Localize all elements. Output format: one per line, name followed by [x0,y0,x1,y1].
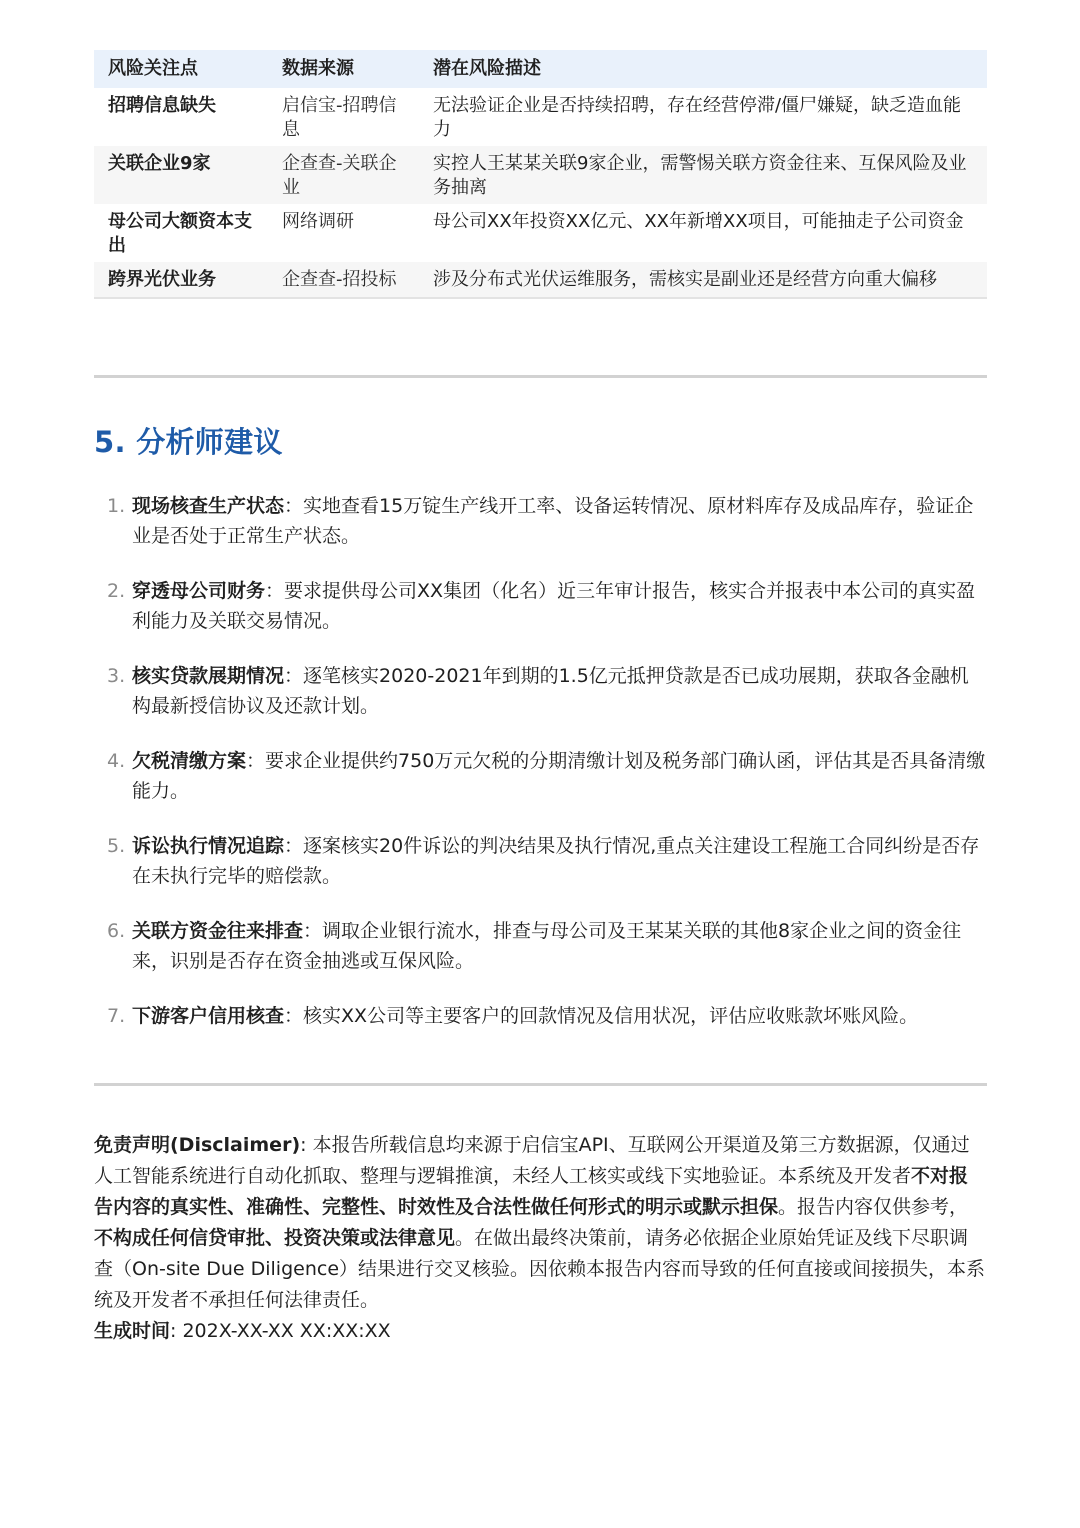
table-row [94,146,987,204]
list-item-title: 欠税清缴方案 [132,750,247,772]
list-item-colon: ： [284,835,304,857]
risk-description-cell: 无法验证企业是否持续招聘，存在经营停滞/僵尸嫌疑，缺乏造血能力 [419,88,987,146]
disclaimer-text-1: 本报告所载信息均来源于启信宝API、互联网公开渠道及第三方数据源，仅通过人工智能系统进行自动化抓取、整理与逻辑推演，未经人工核实或线下实地验证。本系统及开发者 [94,1134,970,1187]
list-item [94,746,987,806]
generated-time-label: 生成时间 [94,1320,171,1342]
table-row [94,262,987,298]
list-item-number: 7. [107,1005,126,1027]
list-item-text: 要求提供母公司XX集团（化名）近三年审计报告，核实合并报表中本公司的真实盈利能力及关联交易情况。 [132,580,976,632]
section-title: 5. 分析师建议 [94,425,283,459]
section-divider [94,375,987,378]
disclaimer-text-3: 。在做出最终决策前，请务必依据企业原始凭证及线下尽职调查（On-site Due Diligence）结果进行交叉核验。因依赖本报告内容而导致的任何直接或间接损失，本系统及开发者不承担任何法律责任。 [94,1227,986,1311]
risk-point-cell: 母公司大额资本支出 [94,204,268,262]
list-item-text: 逐案核实20件诉讼的判决结果及执行情况,重点关注建设工程施工合同纠纷是否存在未执行完毕的赔偿款。 [132,835,980,887]
disclaimer-colon: : [300,1134,313,1156]
generated-time-colon: : [170,1320,183,1342]
table-row [94,88,987,146]
data-source-cell: 企查查-关联企业 [268,146,419,204]
list-item-number: 3. [107,665,126,687]
list-item-title: 关联方资金往来排查 [132,920,304,942]
list-item-title: 核实贷款展期情况 [132,665,285,687]
list-item-title: 下游客户信用核查 [132,1005,285,1027]
risk-description-cell: 涉及分布式光伏运维服务，需核实是副业还是经营方向重大偏移 [419,262,987,298]
risk-table-header [94,50,987,88]
risk-point-cell: 招聘信息缺失 [94,88,268,146]
list-item-text: 实地查看15万锭生产线开工率、设备运转情况、原材料库存及成品库存，验证企业是否处于正常生产状态。 [132,495,974,547]
list-item-colon: ： [284,1005,304,1027]
list-item-colon: ： [265,580,285,602]
table-row [94,204,987,262]
list-item-text: 调取企业银行流水，排查与母公司及王某某关联的其他8家企业之间的资金往来，识别是否存在资金抽逃或互保风险。 [132,920,962,972]
list-item-number: 2. [107,580,126,602]
list-item-title: 穿透母公司财务 [132,580,266,602]
list-item-title: 现场核查生产状态 [132,495,285,517]
data-source-cell: 网络调研 [268,204,419,262]
list-item-colon: ： [284,495,304,517]
data-source-cell: 启信宝-招聘信息 [268,88,419,146]
header-risk-description: 潜在风险描述 [419,50,987,88]
list-item [94,661,987,721]
risk-table [94,50,987,299]
risk-point-cell: 跨界光伏业务 [94,262,268,298]
list-item [94,576,987,636]
disclaimer-bold-1: 不对报告内容的真实性、准确性、完整性、时效性及合法性做任何形式的明示或默示担保 [94,1165,969,1218]
list-item-title: 诉讼执行情况追踪 [132,835,285,857]
report-page [94,50,987,1342]
list-item-number: 5. [107,835,126,857]
disclaimer-text-2: 。报告内容仅供参考， [778,1196,969,1218]
list-item-colon: ： [284,665,304,687]
disclaimer-label: 免责声明(Disclaimer) [94,1134,301,1156]
suggestion-list [94,491,987,1056]
disclaimer-paragraph [94,1130,987,1316]
header-data-source: 数据来源 [268,50,419,88]
generated-time-value: 202X-XX-XX XX:XX:XX [182,1320,391,1342]
list-item [94,491,987,551]
section-divider [94,1083,987,1086]
list-item-text: 逐笔核实2020-2021年到期的1.5亿元抵押贷款是否已成功展期，获取各金融机构最新授信协议及还款计划。 [132,665,969,717]
list-item-number: 4. [107,750,126,772]
list-item-colon: ： [246,750,266,772]
list-item [94,916,987,976]
list-item [94,1001,987,1031]
disclaimer-bold-2: 不构成任何信贷审批、投资决策或法律意见 [94,1227,456,1249]
list-item-number: 1. [107,495,126,517]
risk-description-cell: 实控人王某某关联9家企业，需警惕关联方资金往来、互保风险及业务抽离 [419,146,987,204]
list-item-text: 要求企业提供约750万元欠税的分期清缴计划及税务部门确认函，评估其是否具备清缴能力。 [132,750,986,802]
generated-time [94,1316,987,1347]
list-item-number: 6. [107,920,126,942]
header-risk-point: 风险关注点 [94,50,268,88]
list-item-text: 核实XX公司等主要客户的回款情况及信用状况，评估应收账款坏账风险。 [303,1005,919,1027]
list-item-colon: ： [303,920,323,942]
risk-point-cell: 关联企业9家 [94,146,268,204]
disclaimer [94,1130,987,1347]
risk-description-cell: 母公司XX年投资XX亿元、XX年新增XX项目，可能抽走子公司资金 [419,204,987,262]
list-item [94,831,987,891]
data-source-cell: 企查查-招投标 [268,262,419,298]
